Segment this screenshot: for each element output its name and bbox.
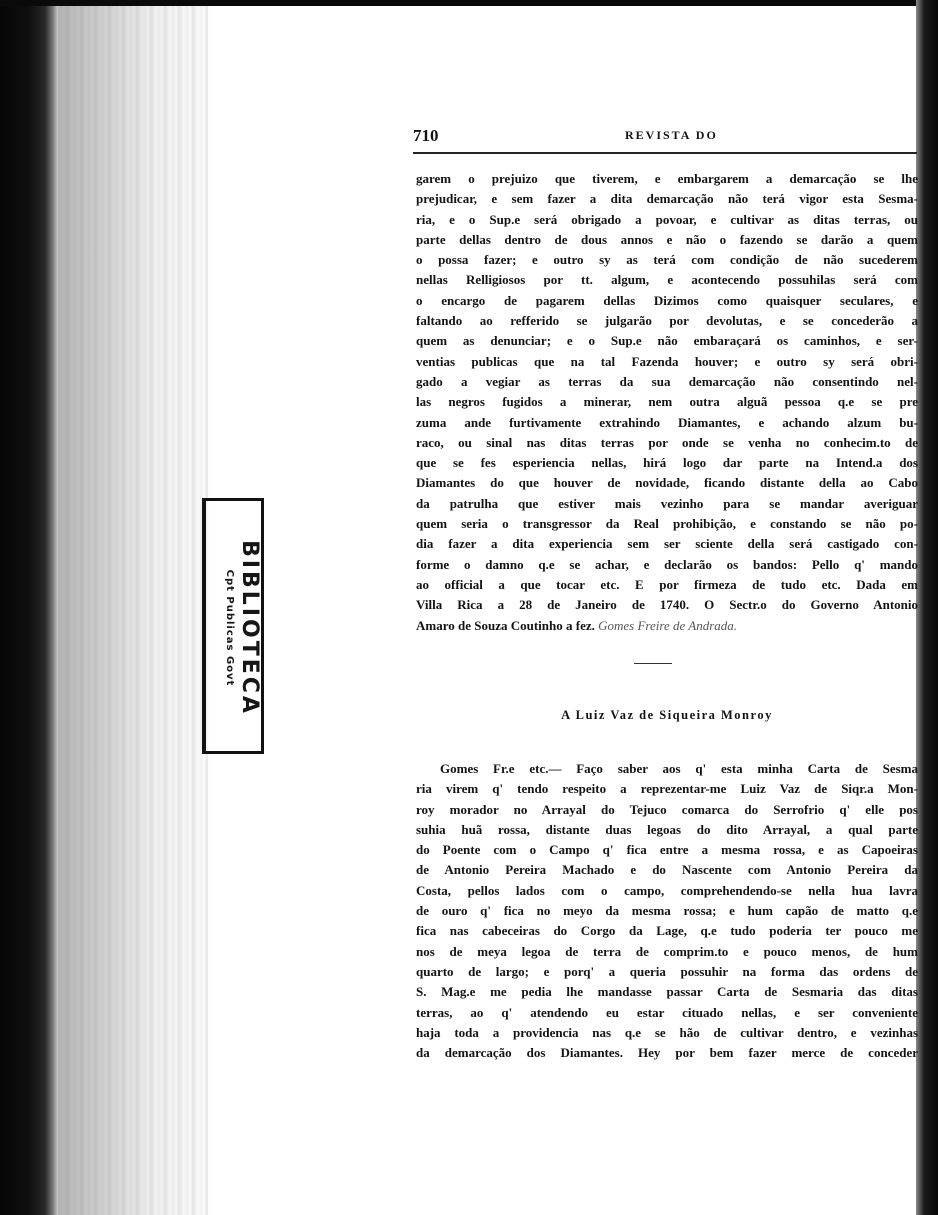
stamp-main-text: BIBLIOTECA <box>237 540 262 716</box>
section-title: A Luiz Vaz de Siqueira Monroy <box>561 708 773 722</box>
text-line: da patrulha que estiver mais vezinho para se mandar averiguar <box>416 495 918 511</box>
page-header <box>413 126 917 150</box>
text-line-last <box>416 616 918 636</box>
text-line: de Antonio Pereira Machado e do Nascente com Antonio Pereira da <box>416 862 918 878</box>
text-line: las negros fugidos a minerar, nem outra alguã pessoa q.e se pre <box>416 394 918 410</box>
section-divider <box>634 663 672 664</box>
header-rule <box>413 152 917 154</box>
running-head: REVISTA DO <box>625 128 718 142</box>
text-line: o possa fazer; e outro sy as terá com condição de não sucederem <box>416 252 918 268</box>
text-line: terras, ao q' atendendo eu estar cituado nellas, e ser conveniente <box>416 1004 918 1020</box>
book-binding-shadow <box>0 0 58 1215</box>
text-line: do Poente com o Campo q' fica entre a mesma rossa, e as Capoeiras <box>416 842 918 858</box>
text-line: suhia huã rossa, distante duas legoas do dito Arrayal, a qual parte <box>416 821 918 837</box>
top-scan-edge <box>0 0 938 6</box>
text-line: quarto de largo; e porq' a queria possuhir na forma das ordens de <box>416 963 918 979</box>
text-line: nellas Relligiosos por tt. algum, e acontecendo possuhilas será com <box>416 272 918 288</box>
text-line: ao official a que tocar etc. E por firmeza de tudo etc. Dada em <box>416 576 918 592</box>
text-line: roy morador no Arrayal do Tejuco comarca do Serrofrio q' elle pos <box>416 801 918 817</box>
text-line: quem seria o transgressor da Real prohibição, e constando se não po- <box>416 516 918 532</box>
gutter-shading <box>58 0 218 1215</box>
text-line: Costa, pellos lados com o campo, comprehendendo-se nella hua lavra <box>416 882 918 898</box>
text-line: quem as denunciar; e o Sup.e não embaraçará os caminhos, e ser- <box>416 333 918 349</box>
paragraph-1 <box>416 169 918 636</box>
text-line: ria virem q' tendo respeito a reprezentar-me Luiz Vaz de Siqr.a Mon- <box>416 781 918 797</box>
text-line: ria, e o Sup.e será obrigado a povoar, e cultivar as ditas terras, ou <box>416 211 918 227</box>
text-line: parte dellas dentro de dous annos e não o fazendo se darão a quem <box>416 231 918 247</box>
text-line: que se fes esperiencia nellas, hirá logo dar parte na Intend.a dos <box>416 455 918 471</box>
paragraph-2 <box>416 759 918 1063</box>
text-line: S. Mag.e me pedia lhe mandasse passar Carta de Sesmaria das ditas <box>416 984 918 1000</box>
text-line: da demarcação dos Diamantes. Hey por bem fazer merce de conceder <box>416 1045 918 1061</box>
text-line: o encargo de pagarem dellas Dizimos como quaisquer seculares, e <box>416 292 918 308</box>
stamp-sub-text: Cpt Publicas Govt <box>224 569 235 687</box>
text-line: fica nas cabeceiras do Corgo da Lage, q.e tudo poderia ter pouco me <box>416 923 918 939</box>
text-line: gado a vegiar as terras da sua demarcação não consentindo nel- <box>416 373 918 389</box>
right-scan-edge <box>916 0 938 1215</box>
text-line: garem o prejuizo que tiverem, e embargarem a demarcação se lhe <box>416 171 918 186</box>
text-line: Diamantes do que houver de novidade, ficando distante della ao Cabo <box>416 475 918 491</box>
signature: Gomes Freire de Andrada. <box>598 617 738 633</box>
text-line: Villa Rica a 28 de Janeiro de 1740. O Sectr.o do Governo Antonio <box>416 597 918 613</box>
text-line: faltando ao refferido se julgarão por devolutas, e se concederão a <box>416 313 918 329</box>
text-line: de ouro q' fica no meyo da mesma rossa; e hum capão de matto q.e <box>416 903 918 919</box>
text-line: dia fazer a dita experiencia sem ser sciente della será castigado con- <box>416 536 918 552</box>
text-line: prejudicar, e sem fazer a dita demarcação não terá vigor esta Sesma- <box>416 191 918 207</box>
text-line: haja toda a providencia nas q.e se hão de cultivar dentro, e vezinhas <box>416 1024 918 1040</box>
closing-text: Amaro de Souza Coutinho a fez. <box>416 617 595 633</box>
text-line: zuma ande furtivamente extrahindo Diamantes, e achando alzum bu- <box>416 414 918 430</box>
text-line: nos de meya legoa de terra de comprim.to e pouco menos, de hum <box>416 943 918 959</box>
page-number: 710 <box>413 126 439 145</box>
text-line: ventias publicas que na tal Fazenda houver; e outro sy será obri- <box>416 353 918 369</box>
text-line: Gomes Fr.e etc.— Faço saber aos q' esta minha Carta de Sesma <box>440 761 918 776</box>
text-line: forme o damno q.e se achar, e declarão os bandos: Pello q' mando <box>416 556 918 572</box>
library-stamp-text <box>212 505 262 751</box>
library-stamp <box>202 498 264 754</box>
text-line: raco, ou sinal nas ditas terras por onde se venha no conhecim.to de <box>416 434 918 450</box>
